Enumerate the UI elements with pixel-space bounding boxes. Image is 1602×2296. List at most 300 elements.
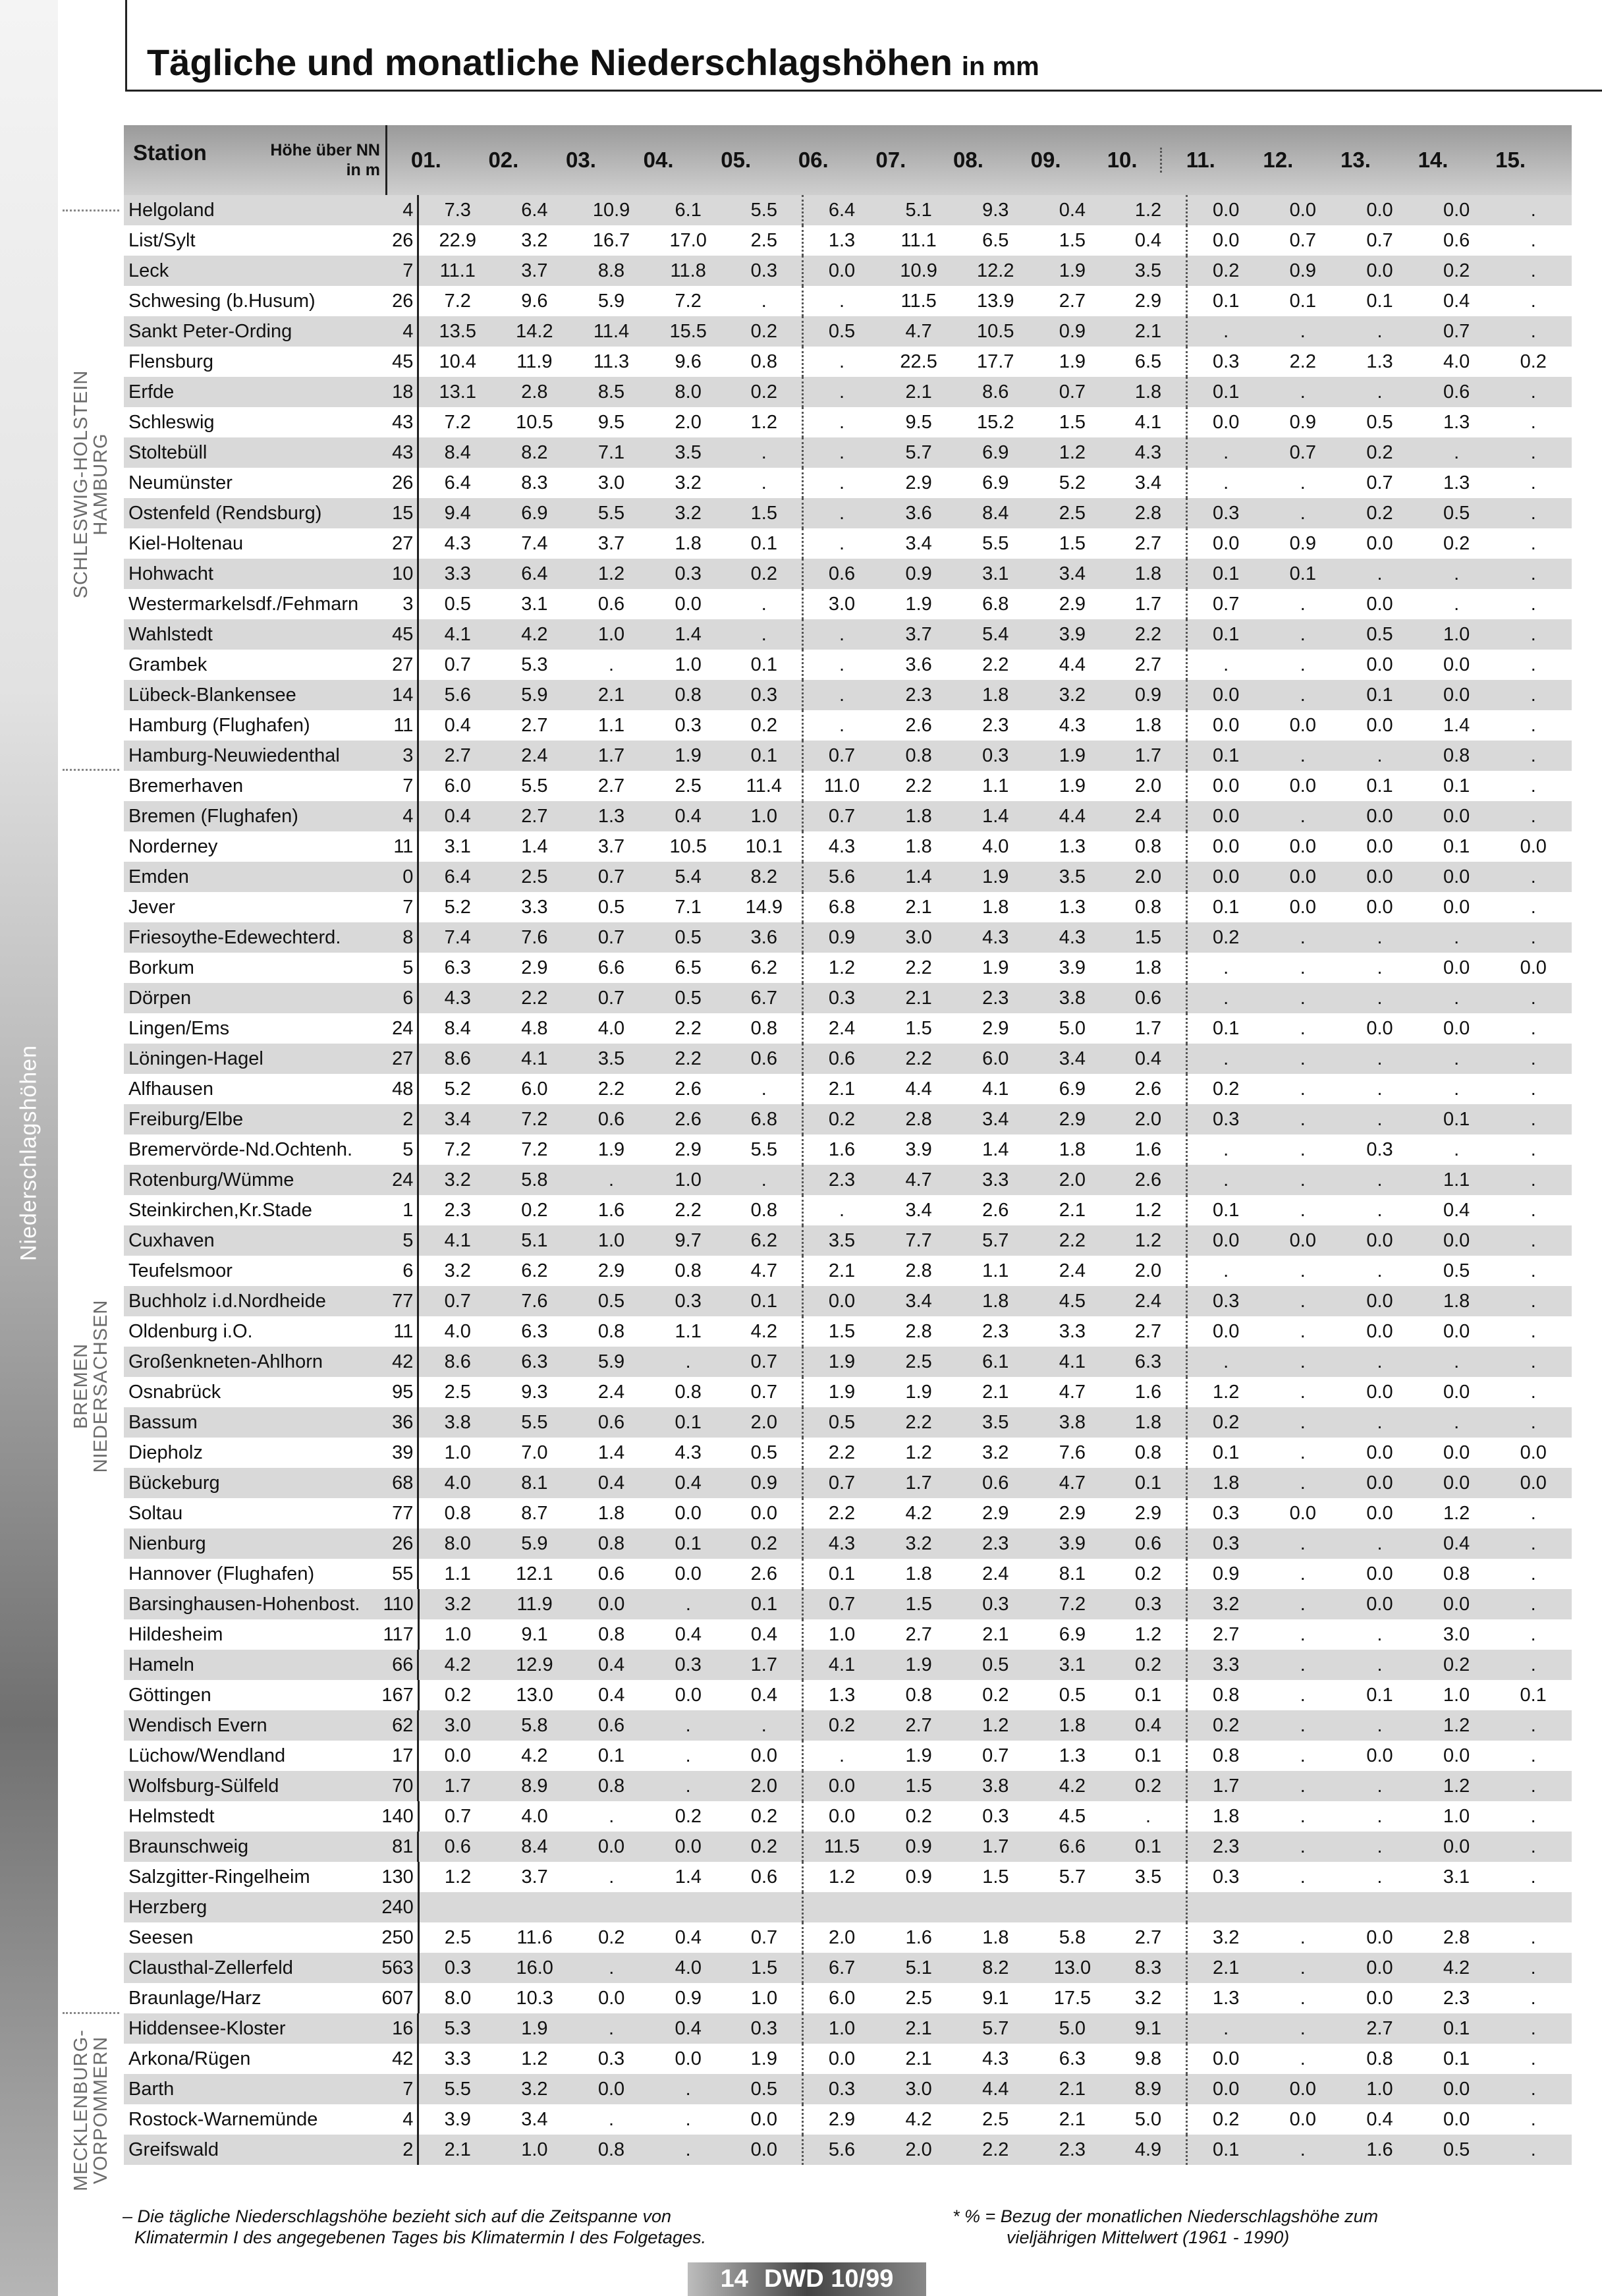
precip-cell: 0.5 <box>1443 1260 1470 1281</box>
precip-cell: 2.0 <box>1111 1104 1188 1134</box>
precip-cell: 1.8 <box>1111 710 1188 741</box>
precip-cell: 9.3 <box>521 1381 548 1403</box>
precip-cell: 0.4 <box>1111 225 1188 256</box>
precip-cell: 0.5 <box>597 1290 625 1312</box>
precip-cell: . <box>1530 1623 1536 1645</box>
precip-cell: 1.8 <box>982 684 1009 706</box>
precip-cell: 2.3 <box>982 1532 1009 1554</box>
precip-cell: 9.8 <box>1111 2044 1188 2074</box>
precip-cell: 0.0 <box>1213 835 1240 857</box>
precip-cell: 3.2 <box>1059 684 1086 706</box>
precip-cell: 0.3 <box>675 1290 702 1312</box>
precip-cell: 2.6 <box>1111 1074 1188 1104</box>
precip-cell: 3.5 <box>982 1411 1009 1433</box>
precip-cell: 0.0 <box>1289 835 1316 857</box>
precip-cell: 2.5 <box>444 1381 471 1403</box>
precip-cell: 0.1 <box>727 650 804 680</box>
precip-cell: 2.7 <box>597 775 625 797</box>
precip-cell: . <box>1530 1532 1536 1554</box>
publication-label: DWD 10/99 <box>763 2265 894 2293</box>
precip-cell: 0.8 <box>444 1502 471 1524</box>
precip-cell: . <box>1377 987 1383 1009</box>
station-name: Hiddensee-Kloster <box>128 2017 286 2039</box>
precip-cell: 2.7 <box>905 1714 932 1736</box>
precip-cell: 3.0 <box>1443 1623 1470 1645</box>
precip-cell: 5.3 <box>521 654 548 675</box>
precip-cell: 1.2 <box>905 1442 932 1463</box>
precip-cell: 2.1 <box>982 1381 1009 1403</box>
precip-cell: 0.0 <box>1366 260 1393 281</box>
precip-cell: 0.1 <box>1213 563 1240 584</box>
precip-cell: . <box>1530 896 1536 918</box>
precip-cell: 0.2 <box>1443 532 1470 554</box>
precip-cell: 17.0 <box>669 229 707 251</box>
precip-cell: . <box>1300 1169 1306 1190</box>
precip-cell: . <box>1454 987 1460 1009</box>
precip-cell: . <box>1300 1745 1306 1766</box>
precip-cell: 16.7 <box>592 229 630 251</box>
precip-cell: . <box>685 2108 691 2130</box>
precip-cell: 4.8 <box>521 1017 548 1039</box>
precip-cell: 6.3 <box>1111 1347 1188 1377</box>
precip-cell: 2.4 <box>982 1563 1009 1584</box>
table-row <box>124 589 1572 619</box>
precip-cell: 4.0 <box>675 1957 702 1978</box>
precip-cell: 0.1 <box>1366 1684 1393 1706</box>
station-altitude: 2 <box>383 1104 420 1134</box>
precip-cell: 0.2 <box>1213 1714 1240 1736</box>
precip-cell: . <box>1300 1017 1306 1039</box>
precip-cell: 1.4 <box>982 1138 1009 1160</box>
precip-cell: 0.0 <box>1520 835 1547 857</box>
precip-cell: 2.2 <box>675 1048 702 1069</box>
precip-cell: 0.9 <box>905 563 932 584</box>
precip-cell: 9.1 <box>1111 2013 1188 2044</box>
precip-cell: 4.7 <box>905 1169 932 1190</box>
region-label-line1: BREMEN <box>70 1343 92 1429</box>
precip-cell: 1.0 <box>727 801 804 831</box>
precip-cell: 0.0 <box>727 2135 804 2165</box>
precip-cell: 0.4 <box>675 2017 702 2039</box>
precip-cell: 1.5 <box>905 1593 932 1615</box>
precip-cell: . <box>1530 411 1536 433</box>
precip-cell: 0.0 <box>1366 1957 1393 1978</box>
precip-cell: 0.0 <box>1366 866 1393 887</box>
precip-cell: 11.1 <box>439 260 476 281</box>
footnote-right-line1: * % = Bezug der monatlichen Niederschlagshöhe zum <box>953 2206 1379 2226</box>
precip-cell: . <box>609 1866 615 1888</box>
precip-cell: 1.2 <box>1443 1714 1470 1736</box>
precip-cell: 3.0 <box>828 593 856 615</box>
table-row <box>124 1953 1572 1983</box>
station-name: Braunlage/Harz <box>128 1987 262 2009</box>
station-name: Bremen (Flughafen) <box>128 805 298 827</box>
region-label-line1: SCHLESWIG-HOLSTEIN <box>70 370 92 599</box>
precip-cell: 2.5 <box>727 225 804 256</box>
precip-cell: 0.8 <box>905 744 932 766</box>
station-altitude: 4 <box>383 801 420 831</box>
precip-cell: 1.2 <box>1213 1381 1240 1403</box>
precip-cell: 1.3 <box>1059 835 1086 857</box>
table-row <box>124 1225 1572 1256</box>
precip-cell: 0.8 <box>1443 1563 1470 1584</box>
precip-cell: 0.1 <box>1443 2017 1470 2039</box>
precip-cell: 0.0 <box>1213 866 1240 887</box>
precip-cell: 0.0 <box>1366 835 1393 857</box>
precip-cell: 1.1 <box>675 1320 702 1342</box>
table-row <box>124 1347 1572 1377</box>
precip-cell: 0.0 <box>1366 1472 1393 1494</box>
precip-cell: 3.1 <box>1443 1866 1470 1888</box>
precip-cell: . <box>1530 1987 1536 2009</box>
precip-cell: 0.0 <box>1443 1835 1470 1857</box>
precip-cell: 0.0 <box>1366 1926 1393 1948</box>
precip-cell: 0.5 <box>675 987 702 1009</box>
precip-cell: 0.7 <box>444 654 471 675</box>
precip-cell: 0.6 <box>727 1862 804 1892</box>
precip-cell: 7.2 <box>444 411 471 433</box>
precip-cell: 2.2 <box>1059 1229 1086 1251</box>
precip-cell: 3.1 <box>1059 1654 1086 1675</box>
precip-cell: . <box>1300 1320 1306 1342</box>
precip-cell: 6.3 <box>1059 2048 1086 2069</box>
precip-cell: 0.5 <box>727 1438 804 1468</box>
precip-cell: . <box>1300 1623 1306 1645</box>
precip-cell: 2.6 <box>675 1078 702 1100</box>
precip-cell: 0.2 <box>1213 2108 1240 2130</box>
title-unit: in mm <box>961 52 1039 81</box>
precip-cell: 3.4 <box>905 1199 932 1221</box>
precip-cell: 0.2 <box>1366 441 1393 463</box>
precip-cell: 0.8 <box>598 1623 625 1645</box>
precip-cell: 5.9 <box>521 684 548 706</box>
precip-cell: 0.1 <box>1111 1832 1188 1862</box>
header-day-6: 06. <box>798 148 829 172</box>
precip-cell: 0.0 <box>727 2104 804 2135</box>
precip-cell: . <box>839 654 844 675</box>
precip-cell: 5.6 <box>444 684 471 706</box>
station-name: Clausthal-Zellerfeld <box>128 1957 293 1978</box>
precip-cell: 2.5 <box>905 1987 932 2009</box>
precip-cell: 1.0 <box>675 654 702 675</box>
precip-cell: . <box>1377 1078 1383 1100</box>
precip-cell: 0.0 <box>598 1987 625 2009</box>
precip-cell: 1.7 <box>1111 1013 1188 1044</box>
station-name: Salzgitter-Ringelheim <box>128 1866 310 1888</box>
table-row <box>124 1044 1572 1074</box>
precip-cell: 3.2 <box>521 229 548 251</box>
precip-cell: 3.5 <box>1059 866 1086 887</box>
precip-cell: . <box>1530 260 1536 281</box>
precip-cell: 0.6 <box>1443 381 1470 403</box>
precip-cell: 0.7 <box>1366 472 1393 493</box>
precip-cell: 1.0 <box>521 2139 548 2160</box>
table-row <box>124 953 1572 983</box>
table-row <box>124 983 1572 1013</box>
station-name: Barsinghausen-Hohenbost. <box>128 1593 360 1615</box>
table-row <box>124 1134 1572 1165</box>
precip-cell: 0.2 <box>1213 1078 1240 1100</box>
precip-cell: 0.0 <box>1366 199 1393 221</box>
station-name: Herzberg <box>128 1896 207 1918</box>
precip-cell: 1.0 <box>597 623 625 645</box>
precip-cell: 2.2 <box>521 987 548 1009</box>
table-row <box>124 1650 1572 1680</box>
precip-cell: . <box>1223 1169 1229 1190</box>
station-altitude: 45 <box>383 347 420 377</box>
precip-cell: 1.3 <box>1366 350 1393 372</box>
precip-cell: 10.5 <box>977 320 1014 342</box>
sidebar <box>0 0 58 2296</box>
precip-cell: 9.5 <box>597 411 625 433</box>
station-altitude: 42 <box>383 2044 420 2074</box>
precip-cell: . <box>839 623 844 645</box>
precip-cell: . <box>1300 1563 1306 1584</box>
precip-cell: 0.7 <box>828 1472 856 1494</box>
precip-cell: . <box>1530 775 1536 797</box>
precip-cell: 9.1 <box>982 1987 1009 2009</box>
precip-cell: 13.1 <box>439 381 476 403</box>
precip-cell: 2.2 <box>905 957 932 978</box>
precip-cell: 3.4 <box>905 532 932 554</box>
precip-cell: 0.0 <box>675 593 702 615</box>
precip-cell: 0.0 <box>675 1835 702 1857</box>
precip-cell: 0.0 <box>1366 1987 1393 2009</box>
table-row <box>124 1438 1572 1468</box>
precip-cell: 2.9 <box>1059 1502 1086 1524</box>
station-altitude: 5 <box>383 1225 420 1256</box>
precip-cell: 6.9 <box>1059 1623 1086 1645</box>
precip-cell: 11.4 <box>593 320 630 342</box>
precip-cell: 1.8 <box>597 1502 625 1524</box>
precip-cell: 5.5 <box>444 2078 471 2100</box>
header-day-5: 05. <box>721 148 752 172</box>
precip-cell: 2.1 <box>828 1260 856 1281</box>
table-row <box>124 1528 1572 1559</box>
precip-cell: 0.0 <box>1443 1381 1470 1403</box>
precip-cell: 0.1 <box>1289 290 1316 312</box>
precip-cell: 7.3 <box>444 199 471 221</box>
precip-cell: 2.9 <box>675 1138 702 1160</box>
precip-cell: 4.2 <box>1443 1957 1470 1978</box>
precip-cell: . <box>1530 441 1536 463</box>
station-name: Bremerhaven <box>128 775 244 797</box>
precip-cell: . <box>1530 1775 1536 1797</box>
precip-cell: 0.6 <box>828 563 856 584</box>
precip-cell: 2.5 <box>444 1926 472 1948</box>
precip-cell: 0.7 <box>1289 441 1316 463</box>
precip-cell: 2.5 <box>905 1351 932 1372</box>
precip-cell: . <box>1377 381 1383 403</box>
station-altitude: 81 <box>383 1832 420 1862</box>
precip-cell: 0.5 <box>727 2074 804 2104</box>
precip-cell: 0.1 <box>1443 1108 1470 1130</box>
header-day-4: 04. <box>643 148 674 172</box>
precip-cell: 0.1 <box>1111 1468 1188 1498</box>
precip-cell: 11.8 <box>670 260 706 281</box>
station-altitude: 27 <box>383 528 420 559</box>
table-row <box>124 2135 1572 2165</box>
region-label <box>63 210 119 757</box>
precip-cell: 3.3 <box>1059 1320 1086 1342</box>
precip-cell: 4.9 <box>1111 2135 1188 2165</box>
precip-cell: . <box>1223 472 1229 493</box>
precip-cell: 5.7 <box>982 2017 1009 2039</box>
station-name: Wolfsburg-Sülfeld <box>128 1775 279 1797</box>
precip-cell: 1.8 <box>905 805 932 827</box>
precip-cell: 0.1 <box>675 1532 702 1554</box>
precip-cell: 0.0 <box>444 1745 471 1766</box>
precip-cell: 1.4 <box>1443 714 1470 736</box>
precip-cell: 2.8 <box>905 1108 932 1130</box>
header-station: Station <box>133 140 207 165</box>
precip-cell: 0.7 <box>828 805 856 827</box>
precip-cell: 12.2 <box>977 260 1014 281</box>
precip-cell: . <box>1454 1138 1460 1160</box>
precip-cell: . <box>1530 1957 1536 1978</box>
precip-cell: 0.1 <box>1366 290 1393 312</box>
precip-cell: 1.2 <box>828 957 856 978</box>
footnote-left <box>123 2206 706 2248</box>
precip-cell: . <box>839 684 844 706</box>
precip-cell: . <box>1530 1169 1536 1190</box>
precip-cell: . <box>1530 2139 1536 2160</box>
station-altitude: 250 <box>383 1922 420 1953</box>
station-name: Norderney <box>128 835 218 857</box>
precip-cell: 0.6 <box>1443 229 1470 251</box>
region-label <box>63 2012 119 2206</box>
station-altitude: 26 <box>383 286 420 316</box>
station-name: Rotenburg/Wümme <box>128 1169 294 1190</box>
precip-cell: 7.6 <box>1059 1442 1086 1463</box>
precip-cell: 1.2 <box>1111 1225 1188 1256</box>
precip-cell: 5.2 <box>1059 472 1086 493</box>
precip-cell: 1.2 <box>521 2048 548 2069</box>
precip-cell: . <box>1530 381 1536 403</box>
precip-cell: 0.2 <box>444 1684 472 1706</box>
precip-cell: 2.6 <box>675 1108 702 1130</box>
precip-cell: 0.3 <box>982 744 1009 766</box>
precip-cell: 0.2 <box>1213 260 1240 281</box>
precip-cell: 1.9 <box>521 2017 548 2039</box>
precip-cell: . <box>1377 1169 1383 1190</box>
page-badge <box>688 2262 926 2296</box>
precip-cell: 1.7 <box>905 1472 932 1494</box>
station-altitude: 26 <box>383 468 420 498</box>
table-row <box>124 1165 1572 1195</box>
precip-cell: 11.9 <box>516 350 553 372</box>
footnote-left-line1: – Die tägliche Niederschlagshöhe bezieht sich auf die Zeitspanne von <box>123 2206 672 2226</box>
precip-cell: . <box>727 589 804 619</box>
precip-cell: 1.1 <box>1443 1169 1470 1190</box>
precip-cell: . <box>1377 1654 1383 1675</box>
precip-cell: . <box>1530 654 1536 675</box>
precip-cell: 4.1 <box>1111 407 1188 437</box>
precip-cell: 6.4 <box>521 199 548 221</box>
precip-cell: 1.0 <box>675 1169 702 1190</box>
precip-cell: 1.0 <box>1443 1684 1470 1706</box>
precip-cell: . <box>1530 1866 1536 1888</box>
precip-cell: 5.5 <box>727 1134 804 1165</box>
precip-cell: 3.0 <box>905 2078 932 2100</box>
precipitation-table <box>124 125 1572 2165</box>
precip-cell: 8.4 <box>444 441 471 463</box>
precip-cell: . <box>1377 1351 1383 1372</box>
precip-cell: 4.7 <box>1059 1472 1086 1494</box>
precip-cell: 0.4 <box>444 805 471 827</box>
station-altitude: 36 <box>383 1407 420 1438</box>
precip-cell: 0.1 <box>727 741 804 771</box>
precip-cell: 15.2 <box>977 411 1014 433</box>
precip-cell: . <box>1530 593 1536 615</box>
precip-cell: 0.0 <box>1443 896 1470 918</box>
precip-cell: 0.7 <box>982 1745 1009 1766</box>
station-name: Hamburg (Flughafen) <box>128 714 310 736</box>
precip-cell: 22.5 <box>900 350 937 372</box>
precip-cell: 0.9 <box>1059 320 1086 342</box>
precip-cell: 0.7 <box>727 1922 804 1953</box>
header-day-14: 14. <box>1418 148 1449 172</box>
station-altitude: 3 <box>383 741 420 771</box>
precip-cell: 0.0 <box>1366 1502 1393 1524</box>
region-label-line2: HAMBURG <box>90 433 111 536</box>
precip-cell: 0.5 <box>675 926 702 948</box>
station-altitude: 70 <box>383 1771 420 1801</box>
precip-cell: 0.1 <box>1443 775 1470 797</box>
precip-cell: 0.0 <box>727 1498 804 1528</box>
precip-cell: 0.1 <box>727 1589 804 1619</box>
precip-cell: . <box>1300 320 1306 342</box>
precip-cell: 0.3 <box>1213 1290 1240 1312</box>
station-name: Großenkneten-Ahlhorn <box>128 1351 323 1372</box>
precip-cell: 3.3 <box>521 896 548 918</box>
precip-cell: 4.4 <box>982 2078 1009 2100</box>
precip-cell: . <box>1530 684 1536 706</box>
precip-cell: 0.0 <box>1520 1442 1547 1463</box>
header-day-1: 01. <box>410 148 441 172</box>
precip-cell: . <box>1530 1381 1536 1403</box>
precip-cell <box>727 1892 804 1922</box>
precip-cell: 1.1 <box>982 1260 1009 1281</box>
station-altitude: 14 <box>383 680 420 710</box>
precip-cell: . <box>1223 957 1229 978</box>
precip-cell: 2.6 <box>1111 1165 1188 1195</box>
precip-cell: . <box>1377 744 1383 766</box>
precip-cell: . <box>1300 2048 1306 2069</box>
precip-cell: 3.0 <box>597 472 625 493</box>
precip-cell: 2.5 <box>982 2108 1009 2130</box>
station-altitude: 607 <box>383 1983 420 2013</box>
header-day-7: 07. <box>875 148 906 172</box>
precip-cell: 10.4 <box>439 350 476 372</box>
header-altitude-line2: in m <box>346 161 380 179</box>
precip-cell: . <box>1377 1775 1383 1797</box>
precip-cell: 0.0 <box>1213 229 1240 251</box>
precip-cell: 1.7 <box>597 744 625 766</box>
precip-cell: 9.6 <box>521 290 548 312</box>
precip-cell: 2.1 <box>444 2139 471 2160</box>
station-name: Buchholz i.d.Nordheide <box>128 1290 326 1312</box>
station-altitude: 55 <box>383 1559 420 1589</box>
precip-cell: 6.1 <box>675 199 702 221</box>
precip-cell: 1.9 <box>675 744 702 766</box>
precip-cell: 8.1 <box>1059 1563 1086 1584</box>
precip-cell: 5.4 <box>675 866 702 887</box>
precip-cell: 1.9 <box>982 866 1009 887</box>
precip-cell: 6.9 <box>1059 1078 1086 1100</box>
precip-cell: 0.0 <box>1443 1472 1470 1494</box>
precip-cell: . <box>1300 1411 1306 1433</box>
